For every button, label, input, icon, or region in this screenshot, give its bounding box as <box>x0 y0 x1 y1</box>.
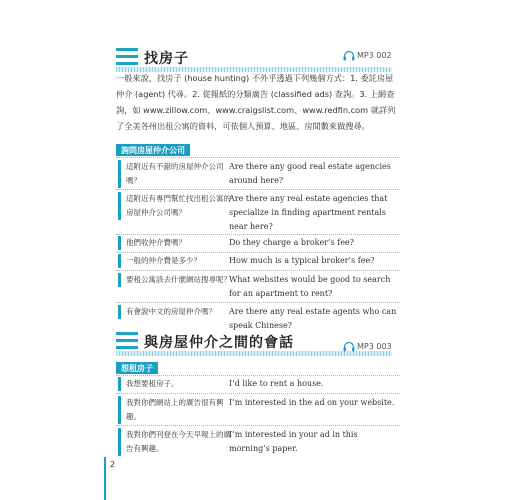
audio-track-text: MP3 002 <box>357 51 392 60</box>
phrase-en: Are there any real estate agencies that specialize in finding apartment rentals near here? <box>229 194 388 231</box>
section-label-rent: 想租房子 <box>116 362 158 374</box>
intro-paragraph: 一般來說，找房子 (house hunting) 不外乎透過下列幾個方式：1. 委託房屋仲介 (agent) 代尋。2. 從報紙的分類廣告 (classified ads) 查詢。3. 上網查詢，如 www.zillow.com、www.craigslist.com、www.redfin.com 就詳列了全美各州出租公寓的資料，可依個人預算、地區、房間數來做搜尋。 <box>116 73 396 131</box>
audio-track-text: MP3 003 <box>357 342 392 351</box>
table-row <box>116 253 400 271</box>
phrase-en: I’d like to rent a house. <box>229 379 324 388</box>
phrase-table-agency <box>116 157 400 330</box>
menu-lines-icon <box>116 332 138 352</box>
menu-lines-icon <box>116 48 138 68</box>
phrase-zh: 要租公寓該去什麼網站搜尋呢？ <box>118 273 234 287</box>
section-label-agency: 詢問房屋仲介公司 <box>116 144 190 156</box>
phrase-en: What websites would be good to search for an apartment to rent? <box>229 275 391 298</box>
headphones-icon <box>343 341 355 352</box>
phrase-en: Do they charge a broker’s fee? <box>229 238 354 247</box>
phrase-en: Are there any good real estate agencies around here? <box>229 162 391 185</box>
page-edge-bar <box>104 457 106 500</box>
table-row <box>116 190 400 235</box>
table-row <box>116 235 400 253</box>
phrase-zh: 一般的仲介費是多少？ <box>118 254 234 268</box>
phrase-en: I’m interested in the ad on your website. <box>229 398 395 407</box>
audio-track-label[interactable] <box>343 341 392 352</box>
phrase-zh: 我對你們刊登在今天早報上的廣告有興趣。 <box>118 428 234 456</box>
phrase-zh: 有會說中文的房屋仲介嗎？ <box>118 305 234 319</box>
table-row <box>116 426 400 457</box>
table-row <box>116 158 400 190</box>
phrase-en: Are there any real estate agents who can speak Chinese? <box>229 307 397 330</box>
phrase-zh: 他們收仲介費嗎？ <box>118 236 234 250</box>
phrase-zh: 我想要租房子。 <box>118 377 234 391</box>
audio-track-label[interactable] <box>343 50 392 61</box>
phrase-en: How much is a typical broker’s fee? <box>229 256 375 265</box>
header-title: 找房子 <box>144 51 189 67</box>
headphones-icon <box>343 50 355 61</box>
table-row <box>116 271 400 303</box>
phrase-zh: 這附近有專門幫忙找出租公寓的房屋仲介公司嗎？ <box>118 192 234 220</box>
phrase-zh: 我對你們網站上的廣告很有興趣。 <box>118 396 234 424</box>
phrase-en: I’m interested in your ad in this morning’s paper. <box>229 430 358 453</box>
phrase-table-rent <box>116 375 400 451</box>
table-row <box>116 394 400 426</box>
phrase-zh: 這附近有不錯的房屋仲介公司嗎？ <box>118 160 234 188</box>
page-number: 2 <box>110 460 116 469</box>
table-row <box>116 376 400 394</box>
header-title: 與房屋仲介之間的會話 <box>144 335 294 351</box>
